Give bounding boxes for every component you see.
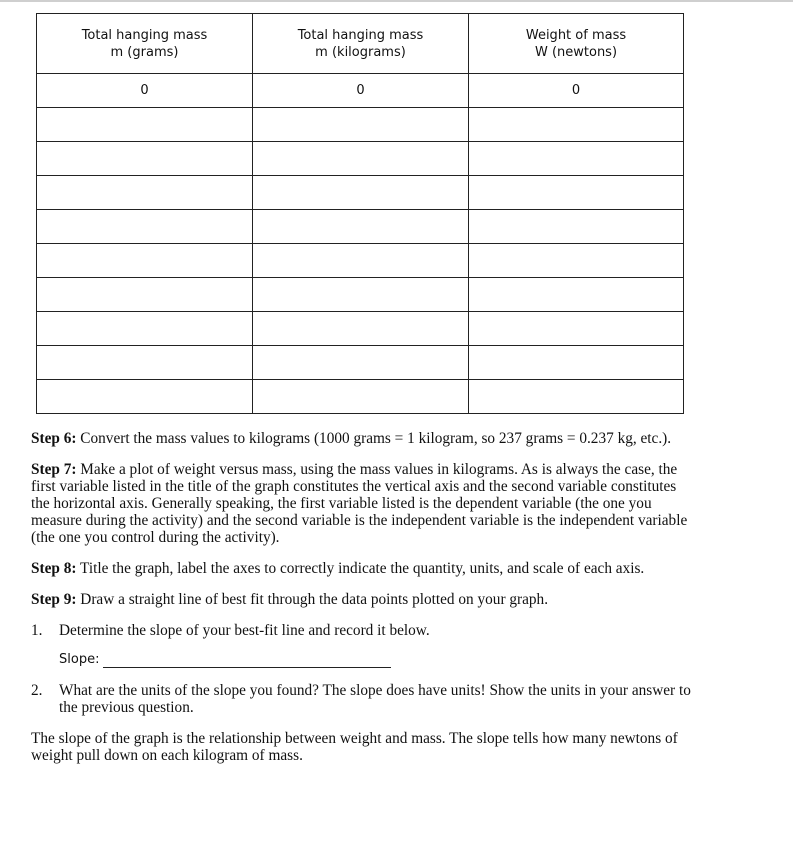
table-row [37,380,684,414]
header-line: m (kilograms) [315,44,406,60]
closing-paragraph: The slope of the graph is the relationship between weight and mass. The slope tells how many newtons of weight pull down on each kilogram of mass. [31,730,678,764]
step-text: Title the graph, label the axes to correctly indicate the quantity, units, and scale of each axis. [76,560,645,577]
table-cell[interactable] [37,244,253,278]
question-number: 1. [31,622,43,639]
table-cell[interactable] [253,346,469,380]
page-top-border [0,0,793,2]
step-text: Draw a straight line of best fit through the data points plotted on your graph. [76,591,549,608]
table-row [37,278,684,312]
slope-blank-field[interactable] [103,653,391,668]
table-cell[interactable] [253,176,469,210]
step-8 [31,560,691,577]
table-cell[interactable]: 0 [253,74,469,108]
table-cell[interactable]: 0 [37,74,253,108]
table-cell[interactable] [37,346,253,380]
table-cell[interactable] [469,244,684,278]
table-cell[interactable] [469,312,684,346]
table-cell[interactable] [469,380,684,414]
instructions [31,430,691,764]
table-cell[interactable] [469,278,684,312]
table-cell[interactable] [37,176,253,210]
table-row [37,142,684,176]
table-row [37,312,684,346]
step-6 [31,430,691,447]
step-text: Make a plot of weight versus mass, using the mass values in kilograms. As is always the case, the first variable listed in the title of the graph constitutes the vertical axis and the second variable constitutes the horizontal axis. Generally speaking, the first variable listed is the dependent variable (the one you measure during the activity) and the second variable is the independent variable is the independent variable (the one you control during the activity). [31,461,688,546]
table-header-row [37,14,684,74]
table-row [37,74,684,108]
table-cell[interactable] [37,108,253,142]
table-cell[interactable] [253,244,469,278]
data-table [36,13,684,414]
question-list [31,622,691,639]
header-mass-kilograms [253,14,469,74]
table-cell[interactable] [37,380,253,414]
step-7 [31,461,691,546]
header-line: Total hanging mass [81,27,208,43]
table-cell[interactable] [253,142,469,176]
header-mass-grams [37,14,253,74]
step-label: Step 7: [31,461,77,478]
table-cell[interactable] [37,210,253,244]
table-row [37,244,684,278]
table-cell[interactable] [253,210,469,244]
table-cell[interactable] [253,380,469,414]
header-line: m (grams) [110,44,179,60]
table-cell[interactable] [253,312,469,346]
table-cell[interactable] [253,278,469,312]
table-cell[interactable] [469,142,684,176]
question-2 [31,682,691,716]
table-cell[interactable] [253,108,469,142]
step-label: Step 9: [31,591,77,608]
header-weight-newtons [469,14,684,74]
table-cell[interactable]: 0 [469,74,684,108]
slope-label: Slope: [59,652,100,667]
question-text: What are the units of the slope you found? The slope does have units! Show the units in your answer to the previous question. [59,682,691,716]
step-label: Step 8: [31,560,77,577]
table-row [37,108,684,142]
table-cell[interactable] [469,346,684,380]
table-cell[interactable] [469,210,684,244]
table-cell[interactable] [37,278,253,312]
table-cell[interactable] [469,108,684,142]
header-line: Total hanging mass [297,27,424,43]
question-list [31,682,691,716]
step-label: Step 6: [31,430,77,447]
slope-answer [31,651,691,668]
table-cell[interactable] [37,312,253,346]
question-number: 2. [31,682,43,699]
question-text: Determine the slope of your best-fit line and record it below. [59,622,430,639]
table-row [37,210,684,244]
table-cell[interactable] [37,142,253,176]
table-cell[interactable] [469,176,684,210]
step-9 [31,591,691,608]
question-1 [31,622,691,639]
table-row [37,176,684,210]
header-line: W (newtons) [534,44,618,60]
header-line: Weight of mass [525,27,627,43]
table-row [37,346,684,380]
step-text: Convert the mass values to kilograms (1000 grams = 1 kilogram, so 237 grams = 0.237 kg, etc.). [76,430,672,447]
